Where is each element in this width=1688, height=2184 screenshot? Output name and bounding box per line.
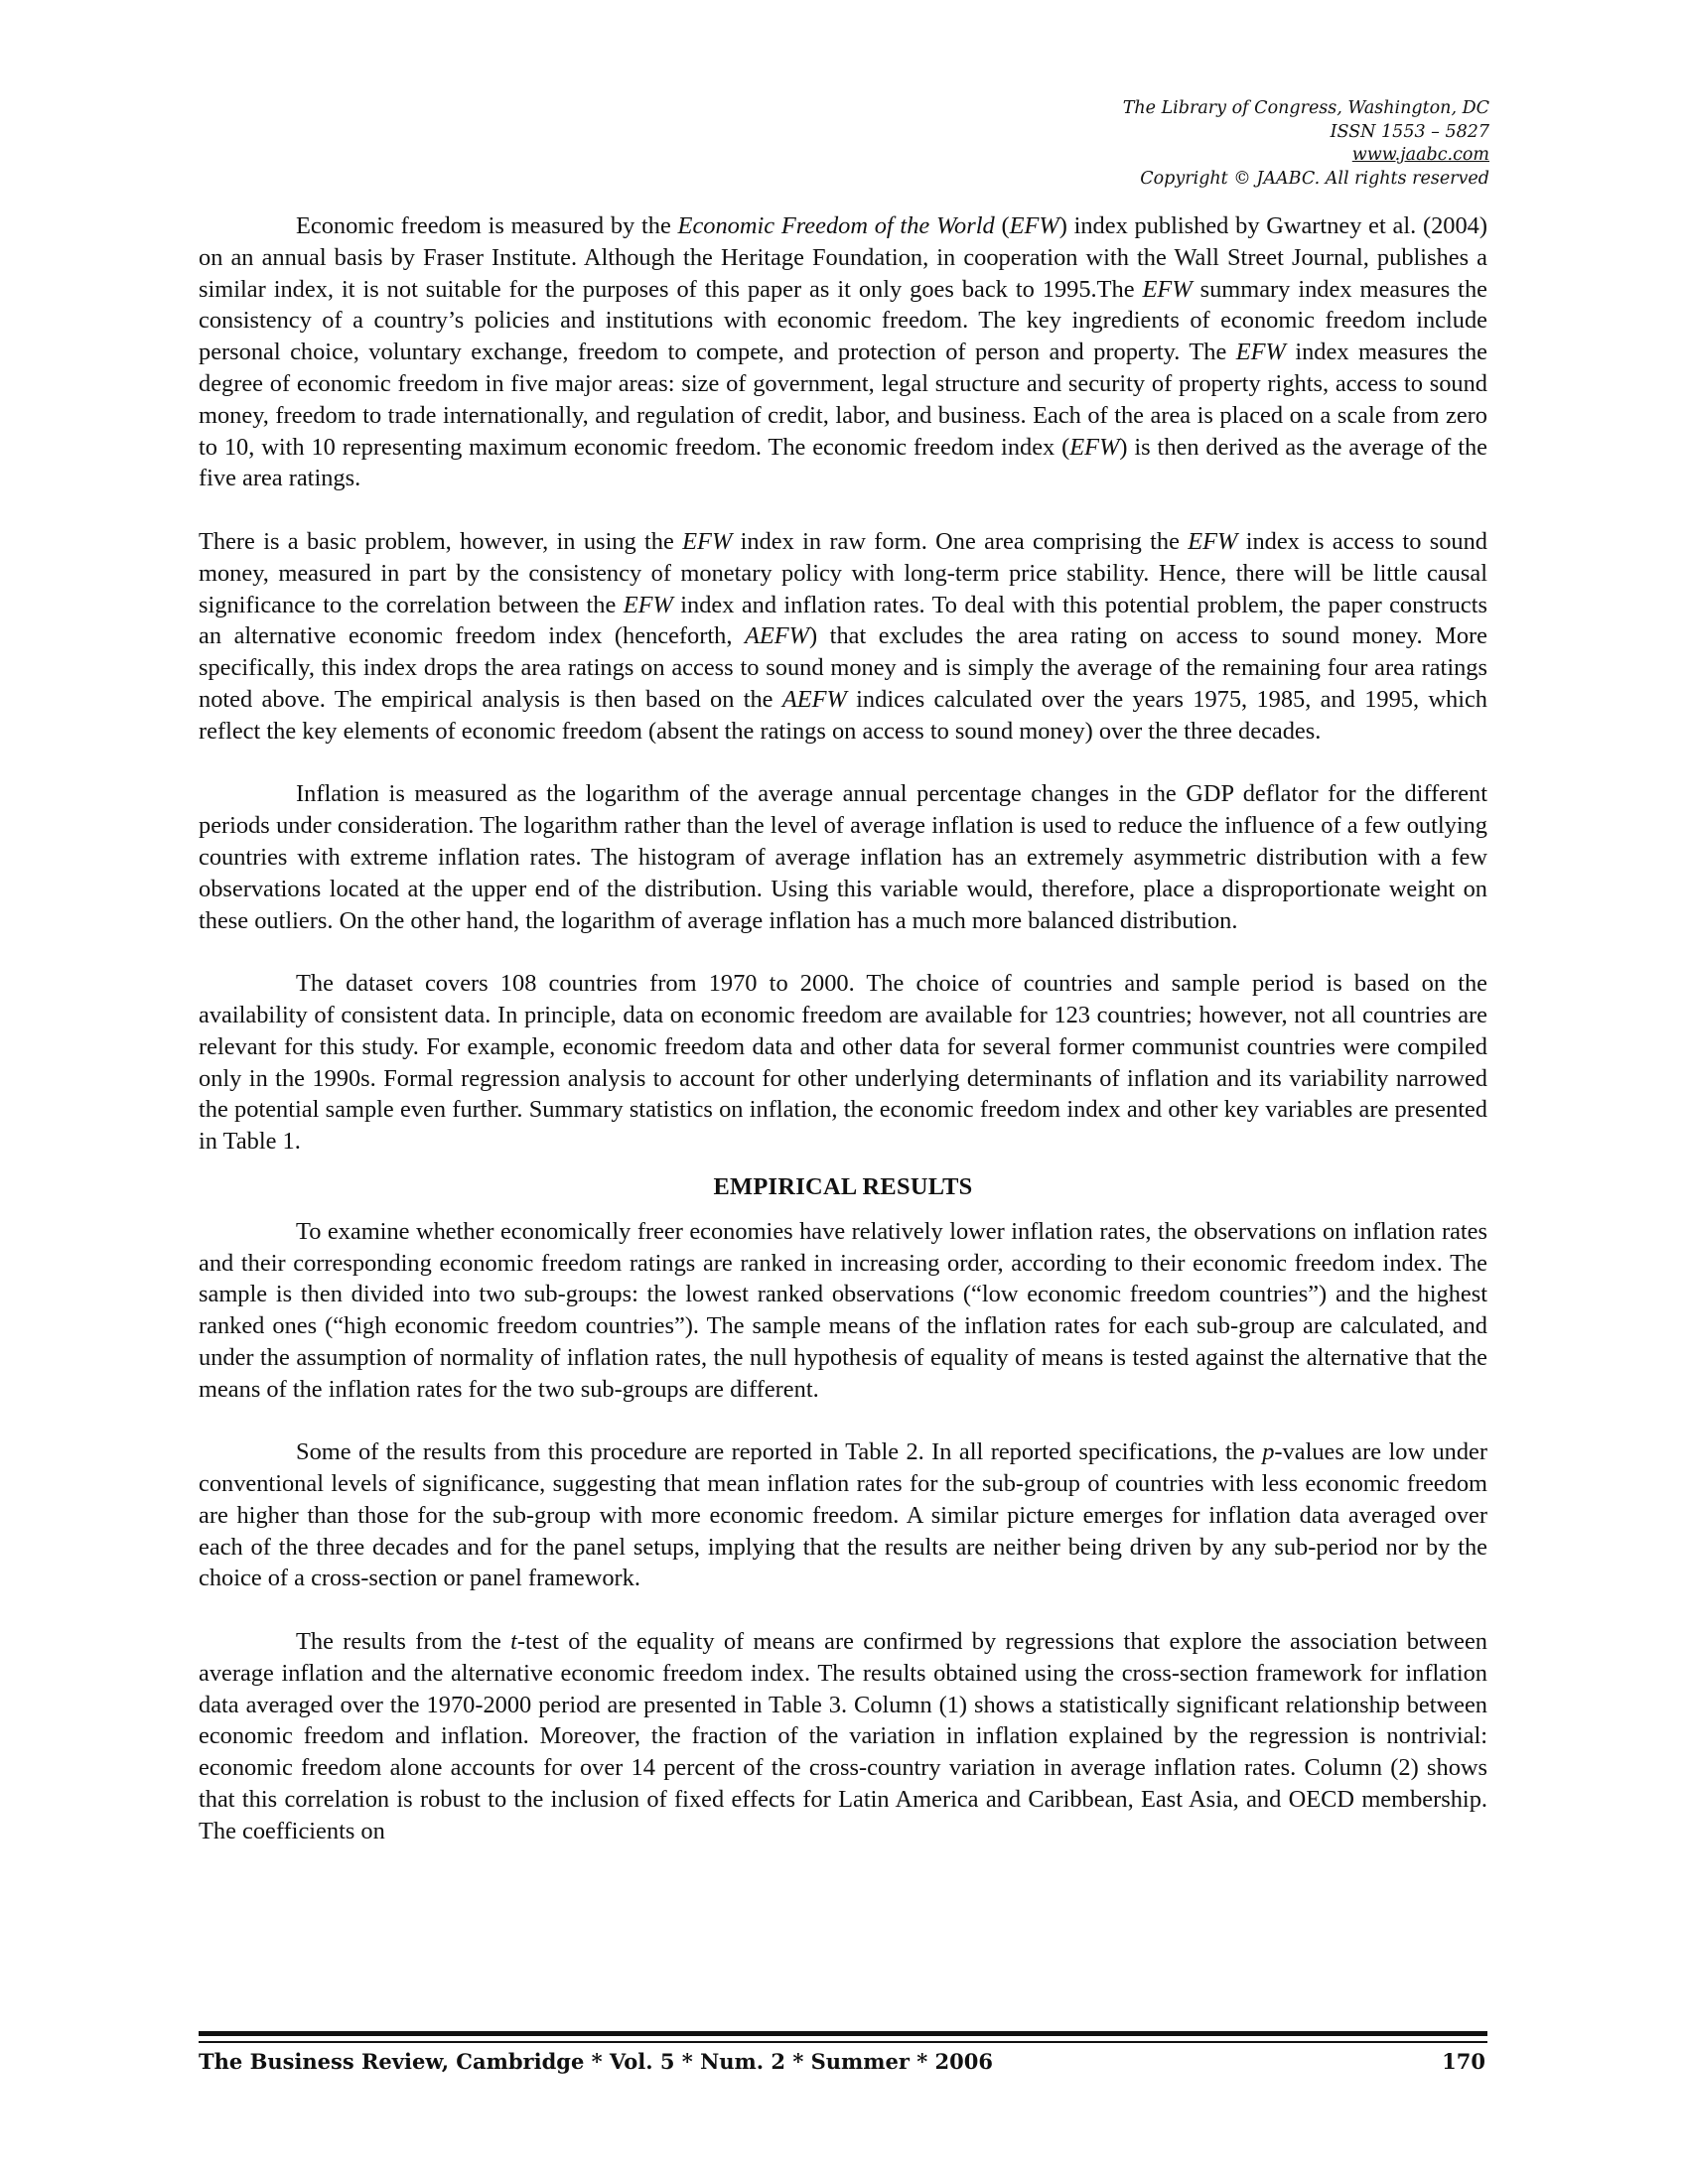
paragraph-regression-results: The results from the t-test of the equality of means are confirmed by regressions that explore the association between average inflation and the alternative economic freedom index. The results obtained using the cross-section framework for inflation data averaged over the 1970-2000 period are presented in Table 3. Column (1) shows a statistically significant relationship between economic freedom and inflation. Moreover, the fraction of the variation in inflation explained by the regression is nontrivial: economic freedom alone accounts for over 14 percent of the cross-country variation in average inflation rates. Column (2) shows that this correlation is robust to the inclusion of fixed effects for Latin America and Caribbean, East Asia, and OECD membership. The coefficients on [199,1628,1487,1844]
paragraph-dataset: The dataset covers 108 countries from 1970 to 2000. The choice of countries and sample period is based on the availability of consistent data. In principle, data on economic freedom are available for 123 countries; however, not all countries are relevant for this study. For example, economic freedom data and other data for several former communist countries were compiled only in the 1990s. Formal regression analysis to account for other underlying determinants of inflation and its variability narrowed the potential sample even further. Summary statistics on inflation, the economic freedom index and other key variables are presented in Table 1. [199,970,1487,1156]
footer-journal-citation: The Business Review, Cambridge * Vol. 5 * Num. 2 * Summer * 2006 [199,2049,993,2074]
paragraph-inflation-measure: Inflation is measured as the logarithm of the average annual percentage changes in the GDP deflator for the different periods under consideration. The logarithm rather than the level of average inflation is used to reduce the influence of a few outlying countries with extreme inflation rates. The histogram of average inflation has an extremely asymmetric distribution with a few observations located at the upper end of the distribution. Using this variable would, therefore, place a disproportionate weight on these outliers. On the other hand, the logarithm of average inflation has a much more balanced distribution. [199,780,1487,934]
footer-rule-thick [199,2031,1487,2036]
page-footer [199,2049,1487,2083]
body-text [199,210,1487,1878]
header-issn: ISSN 1553 – 5827 [1330,121,1489,142]
paragraph-ranking-method: To examine whether economically freer economies have relatively lower inflation rates, the observations on inflation rates and their corresponding economic freedom ratings are ranked in increasing order, according to their economic freedom index. The sample is then divided into two sub-groups: the lowest ranked observations (“low economic freedom countries”) and the highest ranked ones (“high economic freedom countries”). The sample means of the inflation rates for each sub-group are calculated, and under the assumption of normality of inflation rates, the null hypothesis of equality of means is tested against the alternative that the means of the inflation rates for the two sub-groups are different. [199,1217,1487,1403]
header-publisher: The Library of Congress, Washington, DC [1122,98,1489,118]
header-website-link[interactable]: www.jaabc.com [1351,145,1489,165]
paragraph-table2-results: Some of the results from this procedure are reported in Table 2. In all reported specifications, the p-values are low under conventional levels of significance, suggesting that mean inflation rates for the sub-group of countries with less economic freedom are higher than those for the sub-group with more economic freedom. A similar picture emerges for inflation data averaged over each of the three decades and for the panel setups, implying that the results are neither being driven by any sub-period nor by the choice of a cross-section or panel framework. [199,1438,1487,1592]
page-header [894,97,1489,191]
paragraph-efw-measure: Economic freedom is measured by the Economic Freedom of the World (EFW) index published by Gwartney et al. (2004) on an annual basis by Fraser Institute. Although the Heritage Foundation, in cooperation with the Wall Street Journal, publishes a similar index, it is not suitable for the purposes of this paper as it only goes back to 1995.The EFW summary index measures the consistency of a country’s policies and institutions with economic freedom. The key ingredients of economic freedom include personal choice, voluntary exchange, freedom to compete, and protection of person and property. The EFW index measures the degree of economic freedom in five major areas: size of government, legal structure and security of property rights, access to sound money, freedom to trade internationally, and regulation of credit, labor, and business. Each of the area is placed on a scale from zero to 10, with 10 representing maximum economic freedom. The economic freedom index (EFW) is then derived as the average of the five area ratings. [199,212,1488,492]
page-number: 170 [1442,2049,1485,2074]
footer-rule-thin [199,2041,1487,2043]
header-copyright: Copyright © JAABC. All rights reserved [1140,168,1489,189]
section-heading-empirical-results: EMPIRICAL RESULTS [713,1172,973,1200]
paragraph-aefw-index: There is a basic problem, however, in using the EFW index in raw form. One area comprising the EFW index is access to sound money, measured in part by the consistency of monetary policy with long-term price stability. Hence, there will be little causal significance to the correlation between the EFW index and inflation rates. To deal with this potential problem, the paper constructs an alternative economic freedom index (henceforth, AEFW) that excludes the area rating on access to sound money. More specifically, this index drops the area ratings on access to sound money and is simply the average of the remaining four area ratings noted above. The empirical analysis is then based on the AEFW indices calculated over the years 1975, 1985, and 1995, which reflect the key elements of economic freedom (absent the ratings on access to sound money) over the three decades. [199,527,1487,745]
